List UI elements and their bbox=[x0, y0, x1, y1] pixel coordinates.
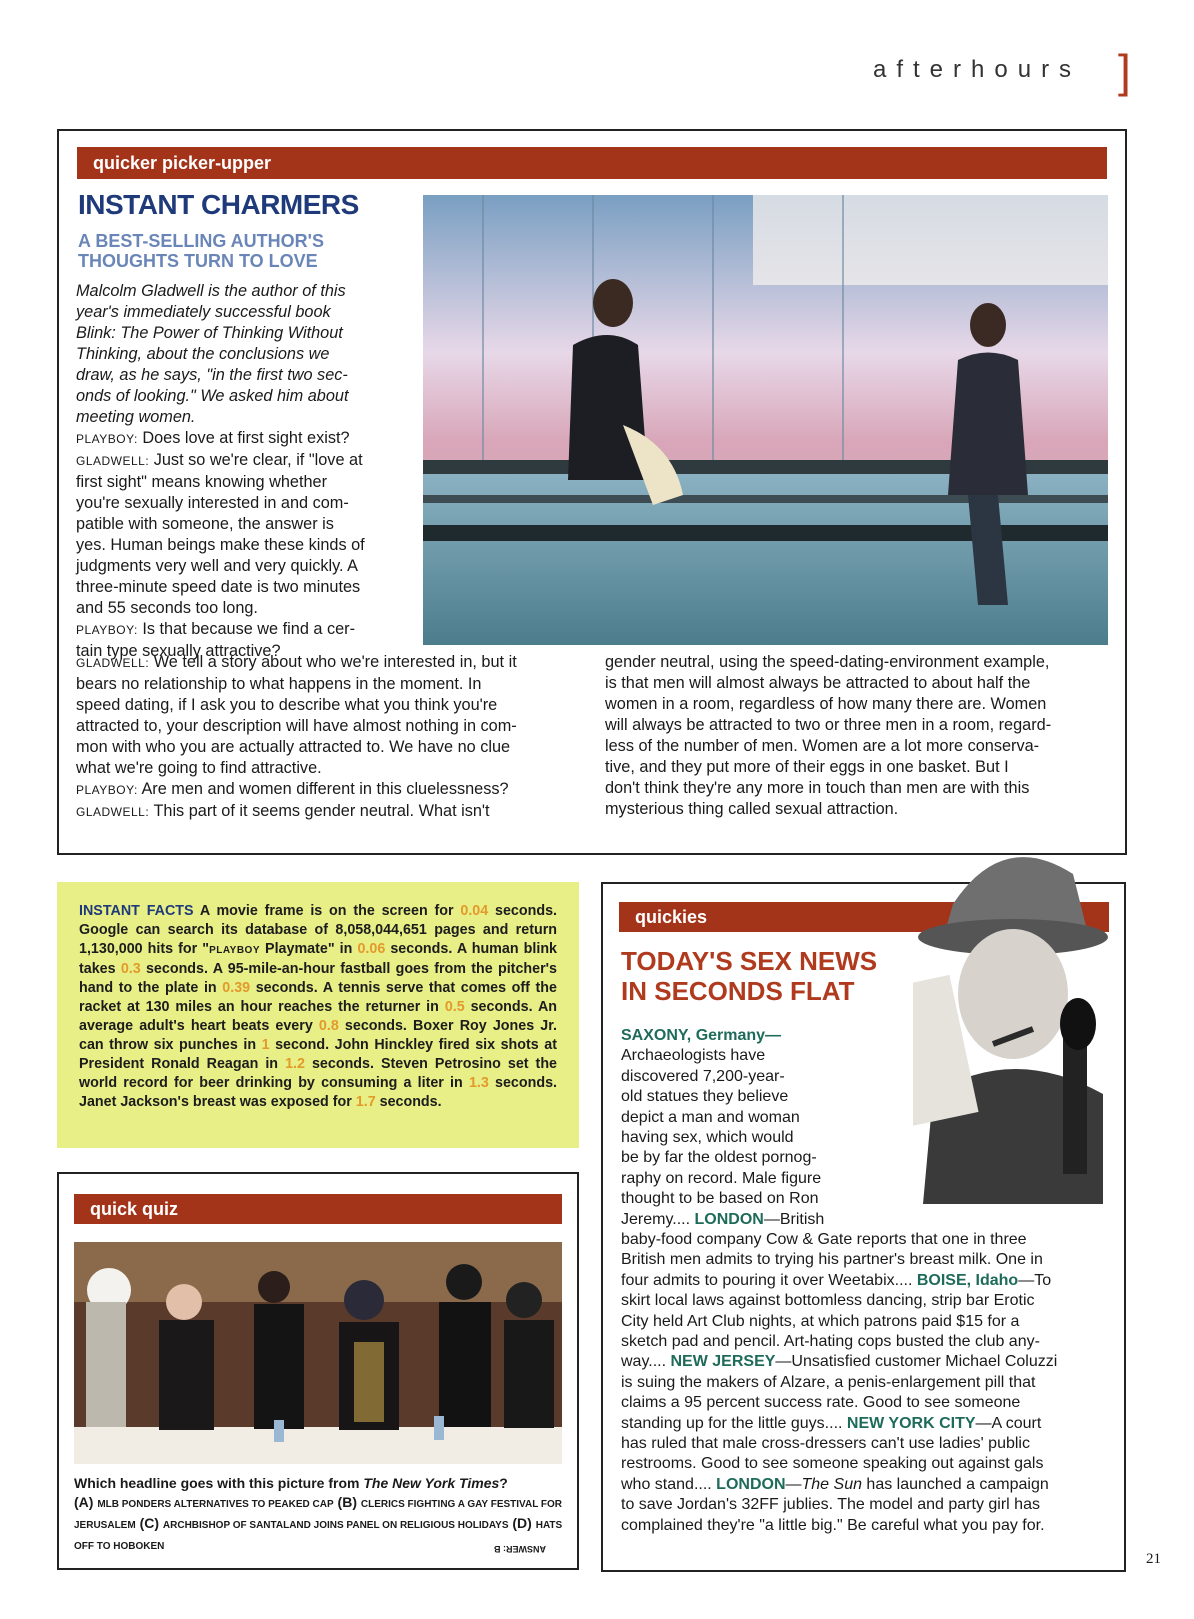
instant-facts-box: INSTANT FACTS A movie frame is on the screen for 0.04 seconds. Google can search its database of 8,058,044,651 pages and return 1,130,000 hits for "PLAYBOY Playmate" in 0.06 seconds. A human blink takes 0.3 seconds. A 95-mile-an-hour fastball goes from the pitcher's hand to the plate in 0.39 seconds. A tennis serve that comes off the racket at 130 miles an hour reaches the returner in 0.5 seconds. An average adult's heart beats every 0.8 seconds. Boxer Roy Jones Jr. can throw six punches in 1 second. John Hinckley fired six shots at President Ronald Reagan in 1.2 seconds. Steven Petrosino set the world record for beer drinking by consuming a liter in 1.3 seconds. Janet Jackson's breast was exposed for 1.7 seconds. bbox=[57, 882, 579, 1148]
clerics-photo bbox=[74, 1242, 562, 1464]
quiz-answer: ANSWER: B bbox=[494, 1544, 546, 1554]
section-bracket: ] bbox=[1118, 45, 1131, 97]
quiz-bar: quick quiz bbox=[74, 1194, 562, 1224]
phone-man-photo bbox=[913, 834, 1113, 1204]
quiz-question: Which headline goes with this picture from The New York Times? bbox=[74, 1475, 508, 1491]
walkway-photo bbox=[423, 195, 1108, 645]
section-header: afterhours bbox=[873, 56, 1082, 83]
quickies-title: TODAY'S SEX NEWS IN SECONDS FLAT bbox=[621, 946, 878, 1006]
quickies-wide-text: baby-food company Cow & Gate reports that one in three British men admits to trying his partner's breast milk. One in four admits to pouring it over Weetabix.... BOISE, Idaho—To skirt local laws against bottomless dancing, strip bar Erotic City held Art Club nights, at which patrons paid $15 for a sketch pad and pencil. Art-hating cops busted the club any- way.... NEW JERSEY—Unsatisfied customer Michael Coluzzi is suing the makers of Alzare, a penis-enlargement pill that claims a 95 percent success rate. Good to see someone standing up for the little guys.... NEW YORK CITY—A court has ruled that male cross-dressers can't use ladies' public restrooms. Good to see someone speaking out against gals who stand.... LONDON—The Sun has launched a campaign to save Jordan's 32FF jublies. The model and party girl has complained they're "a little big." Be careful what you pay for. bbox=[621, 1231, 1058, 1534]
quickies-box bbox=[601, 882, 1126, 1572]
quiz-options: (A) MLB PONDERS ALTERNATIVES TO PEAKED CAP (B) CLERICS FIGHTING A GAY FESTIVAL FOR JERUSALEM (C) ARCHBISHOP OF SANTALAND JOINS PANEL ON RELIGIOUS HOLIDAYS (D) HATS OFF TO HOBOKEN bbox=[74, 1494, 563, 1552]
facts-lead: INSTANT FACTS bbox=[79, 903, 194, 919]
article-left-column: GLADWELL: We tell a story about who we're interested in, but it bears no relationship to what happens in the moment. In speed dating, if I ask you to describe what you think you're attracted to, your description will have almost nothing in com- mon with who you are actually attracted to. We have no clue what we're going to find attractive. PLAYBOY: Are men and women different in this cluelessness? GLADWELL: This part of it seems gender neutral. What isn't bbox=[76, 653, 517, 820]
quickies-narrow-text: SAXONY, Germany— Archaeologists have discovered 7,200-year- old statues they believe depict a man and woman having sex, which would be by far the oldest pornog- raphy on record. Male figure thought to be based on Ron Jeremy.... LONDON—British bbox=[621, 1027, 825, 1228]
article-right-column: gender neutral, using the speed-dating-environment example, is that men will almost always be attracted to about half the women in a room, regardless of how many there are. Women will always be attracted to two or three men in a room, regard- less of the number of men. Women are a lot more conserva- tive, and they put more of their eggs in one basket. But I don't think they're any more in touch than men are with this mysterious thing called sexual attraction. bbox=[605, 653, 1052, 818]
section-bar: quicker picker-upper bbox=[77, 147, 1107, 179]
quickies-bar: quickies bbox=[619, 902, 1109, 932]
page-number: 21 bbox=[1146, 1551, 1161, 1567]
article-subtitle: A BEST-SELLING AUTHOR'S THOUGHTS TURN TO LOVE bbox=[78, 231, 324, 271]
article-title: INSTANT CHARMERS bbox=[78, 189, 359, 220]
article-box bbox=[57, 129, 1127, 855]
quiz-box bbox=[57, 1172, 579, 1570]
article-intro: Malcolm Gladwell is the author of this year's immediately successful book Blink: The Power of Thinking Without Thinking, about the conclusions we draw, as he says, "in the first two sec- onds of looking." We asked him about meeting women. PLAYBOY: Does love at first sight exist? GLADWELL: Just so we're clear, if "love at first sight" means knowing whether you're sexually interested in and com- patible with someone, the answer is yes. Human beings make these kinds of judgments very well and very quickly. A three-minute speed date is two minutes and 55 seconds too long. PLAYBOY: Is that because we find a cer- tain type sexually attractive? bbox=[76, 282, 365, 660]
